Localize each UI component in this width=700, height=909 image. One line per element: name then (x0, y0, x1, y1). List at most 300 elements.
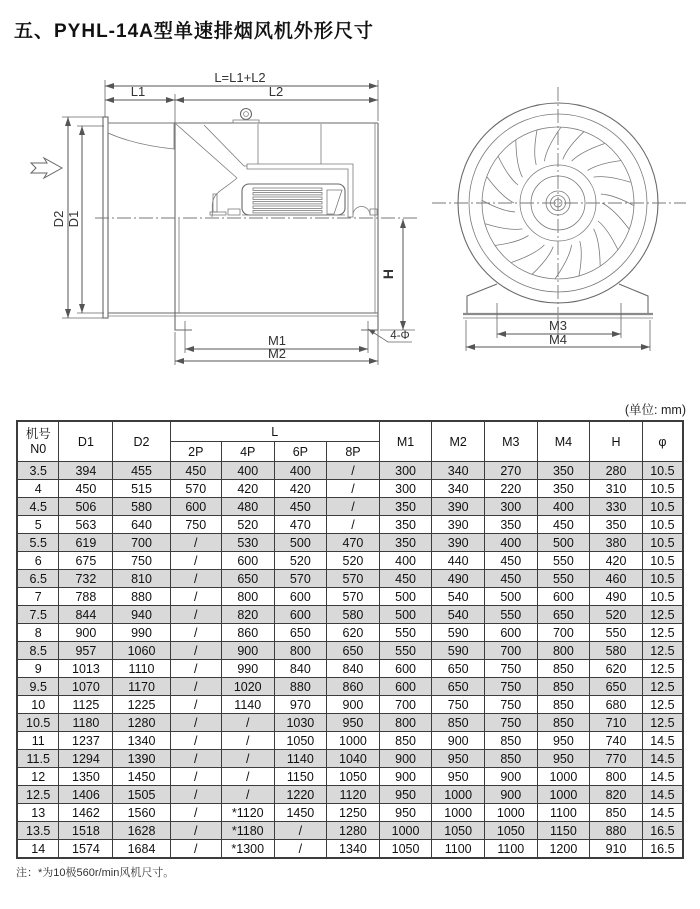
table-cell: / (170, 660, 221, 678)
fan-dimension-diagram (0, 45, 700, 395)
table-cell: 950 (327, 714, 380, 732)
table-cell: 710 (590, 714, 643, 732)
table-cell: 950 (432, 768, 485, 786)
table-cell: 5.5 (17, 534, 59, 552)
table-cell: 950 (537, 750, 590, 768)
table-row (17, 516, 683, 534)
table-cell: 800 (274, 642, 327, 660)
table-cell: 750 (484, 678, 537, 696)
table-cell: 800 (590, 768, 643, 786)
table-cell: 1050 (432, 822, 485, 840)
table-cell: 570 (327, 588, 380, 606)
table-cell: 1050 (379, 840, 432, 859)
unit-label: (单位: mm) (624, 403, 686, 417)
dim-label-h: H (380, 268, 396, 280)
table-cell: 6.5 (17, 570, 59, 588)
table-cell: 420 (590, 552, 643, 570)
table-body (17, 462, 683, 859)
footnote: 注：*为10极560r/min风机尺寸。 (16, 867, 175, 879)
table-cell: / (170, 822, 221, 840)
table-cell: 850 (537, 696, 590, 714)
table-cell: 570 (170, 480, 221, 498)
table-cell: 490 (432, 570, 485, 588)
table-cell: 1050 (274, 732, 327, 750)
table-cell: / (170, 552, 221, 570)
table-cell: 10.5 (642, 516, 683, 534)
table-cell: 850 (484, 750, 537, 768)
table-cell: 1340 (327, 840, 380, 859)
table-row (17, 660, 683, 678)
table-cell: 1150 (537, 822, 590, 840)
table-cell: 10.5 (642, 570, 683, 588)
table-cell: 750 (170, 516, 221, 534)
table-cell: 970 (274, 696, 327, 714)
table-cell: / (221, 750, 274, 768)
table-cell: 1462 (59, 804, 113, 822)
table-row (17, 642, 683, 660)
table-cell: 8.5 (17, 642, 59, 660)
table-row (17, 750, 683, 768)
table-cell: 1100 (432, 840, 485, 859)
table-cell: 1000 (537, 768, 590, 786)
table-cell: 450 (59, 480, 113, 498)
table-cell: / (170, 678, 221, 696)
table-cell: 850 (537, 714, 590, 732)
table-cell: 600 (274, 606, 327, 624)
table-cell: / (170, 840, 221, 859)
table-row (17, 714, 683, 732)
table-cell: 14.5 (642, 732, 683, 750)
table-cell: 1050 (327, 768, 380, 786)
table-cell: 1450 (113, 768, 170, 786)
table-cell: 850 (537, 678, 590, 696)
table-cell: 950 (379, 804, 432, 822)
table-cell: 1000 (379, 822, 432, 840)
table-cell: 732 (59, 570, 113, 588)
table-cell: 460 (590, 570, 643, 588)
table-cell: 1390 (113, 750, 170, 768)
table-cell: / (170, 804, 221, 822)
table-cell: / (274, 822, 327, 840)
airflow-arrow-icon (31, 158, 62, 178)
table-cell: 330 (590, 498, 643, 516)
table-cell: *1300 (221, 840, 274, 859)
table-cell: 270 (484, 462, 537, 480)
table-cell: / (327, 516, 380, 534)
table-cell: 390 (432, 516, 485, 534)
table-cell: 500 (379, 606, 432, 624)
table-cell: 9.5 (17, 678, 59, 696)
table-cell: 1000 (432, 786, 485, 804)
header-m2: M2 (432, 421, 485, 462)
table-cell: 590 (432, 624, 485, 642)
table-cell: 1100 (537, 804, 590, 822)
table-cell: 1200 (537, 840, 590, 859)
table-cell: 13 (17, 804, 59, 822)
table-cell: 300 (484, 498, 537, 516)
table-cell: 700 (379, 696, 432, 714)
table-cell: / (274, 840, 327, 859)
table-cell: 1628 (113, 822, 170, 840)
table-cell: 950 (537, 732, 590, 750)
table-cell: 900 (59, 624, 113, 642)
table-cell: 12.5 (642, 696, 683, 714)
table-cell: 16.5 (642, 822, 683, 840)
table-cell: 1684 (113, 840, 170, 859)
table-cell: 380 (590, 534, 643, 552)
table-row (17, 588, 683, 606)
dim-label-m3: M3 (548, 318, 568, 333)
table-row (17, 606, 683, 624)
front-view (432, 87, 686, 351)
table-cell: 990 (113, 624, 170, 642)
table-cell: 650 (274, 624, 327, 642)
table-cell: 900 (327, 696, 380, 714)
table-cell: 850 (432, 714, 485, 732)
table-cell: 6 (17, 552, 59, 570)
table-cell: 550 (379, 642, 432, 660)
table-cell: / (170, 642, 221, 660)
table-cell: / (327, 498, 380, 516)
table-cell: 580 (327, 606, 380, 624)
table-cell: 450 (484, 552, 537, 570)
table-cell: 1350 (59, 768, 113, 786)
table-cell: 350 (484, 516, 537, 534)
table-cell: 420 (274, 480, 327, 498)
table-cell: 550 (379, 624, 432, 642)
table-cell: 650 (590, 678, 643, 696)
table-cell: 520 (221, 516, 274, 534)
table-cell: / (170, 606, 221, 624)
table-cell: 600 (537, 588, 590, 606)
table-cell: 750 (432, 696, 485, 714)
dim-label-d2: D2 (51, 210, 66, 228)
table-cell: / (221, 786, 274, 804)
table-cell: 957 (59, 642, 113, 660)
header-m1: M1 (379, 421, 432, 462)
table-row (17, 480, 683, 498)
table-cell: / (170, 624, 221, 642)
table-cell: 340 (432, 480, 485, 498)
table-cell: 650 (432, 678, 485, 696)
header-fan-no-line2: N0 (30, 441, 47, 456)
table-row (17, 678, 683, 696)
table-cell: 350 (379, 534, 432, 552)
table-cell: 1100 (484, 840, 537, 859)
table-cell: 1040 (327, 750, 380, 768)
table-cell: 600 (221, 552, 274, 570)
table-cell: / (327, 462, 380, 480)
table-row (17, 786, 683, 804)
table-cell: 650 (327, 642, 380, 660)
table-cell: 590 (432, 642, 485, 660)
table-cell: 820 (590, 786, 643, 804)
table-header (17, 421, 683, 462)
table-cell: / (170, 750, 221, 768)
dim-label-holes: 4-Φ (390, 330, 410, 342)
table-cell: 860 (327, 678, 380, 696)
table-cell: 600 (274, 588, 327, 606)
table-cell: 10.5 (642, 534, 683, 552)
table-cell: 520 (327, 552, 380, 570)
table-cell: 700 (113, 534, 170, 552)
table-cell: 500 (274, 534, 327, 552)
dim-label-m4: M4 (548, 332, 568, 347)
table-row (17, 822, 683, 840)
table-cell: 1000 (327, 732, 380, 750)
table-cell: 11 (17, 732, 59, 750)
dim-label-l1: L1 (130, 84, 146, 99)
table-cell: 619 (59, 534, 113, 552)
table-cell: 680 (590, 696, 643, 714)
table-cell: 310 (590, 480, 643, 498)
table-row (17, 498, 683, 516)
table-cell: 700 (484, 642, 537, 660)
table-cell: 490 (590, 588, 643, 606)
table-cell: 10 (17, 696, 59, 714)
header-d1: D1 (59, 421, 113, 462)
table-cell: 600 (379, 678, 432, 696)
table-cell: 810 (113, 570, 170, 588)
table-cell: 480 (221, 498, 274, 516)
table-cell: 1050 (484, 822, 537, 840)
table-cell: 1140 (274, 750, 327, 768)
table-cell: 770 (590, 750, 643, 768)
table-cell: 400 (221, 462, 274, 480)
table-cell: 350 (590, 516, 643, 534)
table-cell: 394 (59, 462, 113, 480)
table-cell: 1110 (113, 660, 170, 678)
table-cell: 10.5 (642, 480, 683, 498)
table-cell: 940 (113, 606, 170, 624)
table-cell: 1450 (274, 804, 327, 822)
table-cell: 600 (484, 624, 537, 642)
table-cell: 880 (113, 588, 170, 606)
table-cell: 400 (379, 552, 432, 570)
header-d2: D2 (113, 421, 170, 462)
dim-label-d1: D1 (66, 210, 81, 228)
table-cell: / (170, 786, 221, 804)
side-view (31, 70, 418, 365)
table-cell: 860 (221, 624, 274, 642)
table-cell: 800 (221, 588, 274, 606)
table-row (17, 696, 683, 714)
table-cell: 788 (59, 588, 113, 606)
table-cell: 990 (221, 660, 274, 678)
table-cell: 300 (379, 480, 432, 498)
table-cell: 420 (221, 480, 274, 498)
table-cell: 650 (537, 606, 590, 624)
table-cell: 12.5 (642, 642, 683, 660)
dim-label-l-total: L=L1+L2 (214, 70, 266, 85)
header-m3: M3 (484, 421, 537, 462)
table-cell: 1020 (221, 678, 274, 696)
table-cell: 280 (590, 462, 643, 480)
table-cell: 300 (379, 462, 432, 480)
table-cell: 850 (484, 732, 537, 750)
table-cell: 14.5 (642, 750, 683, 768)
table-cell: / (170, 714, 221, 732)
table-cell: / (170, 768, 221, 786)
table-cell: 1225 (113, 696, 170, 714)
table-cell: / (221, 714, 274, 732)
table-cell: 1220 (274, 786, 327, 804)
table-row (17, 768, 683, 786)
table-cell: 1060 (113, 642, 170, 660)
table-cell: 8 (17, 624, 59, 642)
table-row (17, 732, 683, 750)
table-cell: 650 (432, 660, 485, 678)
table-cell: 1560 (113, 804, 170, 822)
table-cell: 455 (113, 462, 170, 480)
table-cell: 820 (221, 606, 274, 624)
table-cell: / (170, 732, 221, 750)
table-cell: 10.5 (642, 462, 683, 480)
inlet-cone-hatch (108, 123, 174, 149)
table-row (17, 804, 683, 822)
table-cell: / (221, 768, 274, 786)
table-cell: 600 (170, 498, 221, 516)
table-cell: 520 (590, 606, 643, 624)
table-cell: 900 (484, 786, 537, 804)
table-cell: 1505 (113, 786, 170, 804)
table-cell: 14 (17, 840, 59, 859)
table-cell: 900 (379, 768, 432, 786)
table-cell: 740 (590, 732, 643, 750)
diffuser-lines (176, 124, 321, 217)
dim-label-m2: M2 (267, 346, 287, 361)
table-cell: 910 (590, 840, 643, 859)
table-cell: 750 (484, 660, 537, 678)
table-cell: 1000 (432, 804, 485, 822)
table-cell: 620 (590, 660, 643, 678)
table-cell: 1030 (274, 714, 327, 732)
table-cell: 950 (432, 750, 485, 768)
table-cell: 1180 (59, 714, 113, 732)
table-cell: 840 (327, 660, 380, 678)
table-cell: / (170, 696, 221, 714)
table-cell: *1120 (221, 804, 274, 822)
table-row (17, 552, 683, 570)
table-cell: 850 (379, 732, 432, 750)
table-cell: 1280 (327, 822, 380, 840)
table-cell: 675 (59, 552, 113, 570)
table-cell: 1140 (221, 696, 274, 714)
table-cell: 470 (327, 534, 380, 552)
header-m4: M4 (537, 421, 590, 462)
table-cell: 900 (379, 750, 432, 768)
table-cell: 10.5 (642, 498, 683, 516)
table-cell: 550 (537, 552, 590, 570)
table-cell: 1406 (59, 786, 113, 804)
table-row (17, 624, 683, 642)
table-cell: 1340 (113, 732, 170, 750)
header-4p: 4P (221, 442, 274, 462)
table-cell: 1120 (327, 786, 380, 804)
table-cell: 1150 (274, 768, 327, 786)
table-cell: 1250 (327, 804, 380, 822)
table-cell: 12.5 (642, 660, 683, 678)
table-cell: 12 (17, 768, 59, 786)
table-cell: 640 (113, 516, 170, 534)
table-cell: 880 (590, 822, 643, 840)
table-cell: 515 (113, 480, 170, 498)
table-row (17, 570, 683, 588)
page-title: 五、PYHL-14A型单速排烟风机外形尺寸 (14, 21, 374, 42)
table-cell: 570 (327, 570, 380, 588)
header-6p: 6P (274, 442, 327, 462)
table-cell: / (221, 732, 274, 750)
table-cell: 350 (379, 516, 432, 534)
table-cell: 440 (432, 552, 485, 570)
table-row (17, 534, 683, 552)
table-cell: 340 (432, 462, 485, 480)
table-cell: 1000 (537, 786, 590, 804)
motor-assembly (210, 164, 377, 217)
table-cell: 650 (221, 570, 274, 588)
table-cell: 900 (484, 768, 537, 786)
table-cell: 1294 (59, 750, 113, 768)
table-cell: 3.5 (17, 462, 59, 480)
table-row (17, 462, 683, 480)
table-cell: 580 (113, 498, 170, 516)
header-l-group: L (170, 421, 379, 442)
table-cell: 14.5 (642, 786, 683, 804)
table-cell: 700 (537, 624, 590, 642)
table-cell: 16.5 (642, 840, 683, 859)
table-cell: / (170, 570, 221, 588)
table-cell: / (170, 588, 221, 606)
table-cell: 900 (432, 732, 485, 750)
table-cell: 750 (113, 552, 170, 570)
table-cell: 850 (590, 804, 643, 822)
header-fan-no (17, 421, 59, 462)
table-cell: 900 (221, 642, 274, 660)
table-cell: 7 (17, 588, 59, 606)
table-cell: 10.5 (642, 588, 683, 606)
table-cell: 4.5 (17, 498, 59, 516)
table-cell: 350 (537, 462, 590, 480)
table-cell: / (327, 480, 380, 498)
table-cell: 563 (59, 516, 113, 534)
table-cell: 500 (379, 588, 432, 606)
dimension-table (16, 420, 684, 859)
dim-label-l2: L2 (268, 84, 284, 99)
table-cell: 840 (274, 660, 327, 678)
table-cell: 350 (537, 480, 590, 498)
table-cell: 350 (379, 498, 432, 516)
table-cell: 14.5 (642, 768, 683, 786)
table-cell: 400 (274, 462, 327, 480)
table-cell: *1180 (221, 822, 274, 840)
table-cell: 1574 (59, 840, 113, 859)
table-cell: 220 (484, 480, 537, 498)
table-cell: 1170 (113, 678, 170, 696)
table-cell: / (170, 534, 221, 552)
table-cell: 800 (537, 642, 590, 660)
table-cell: 1070 (59, 678, 113, 696)
table-cell: 530 (221, 534, 274, 552)
table-cell: 1237 (59, 732, 113, 750)
header-2p: 2P (170, 442, 221, 462)
table-cell: 390 (432, 498, 485, 516)
table-row (17, 840, 683, 859)
table-cell: 1013 (59, 660, 113, 678)
table-cell: 12.5 (642, 714, 683, 732)
fan-casing-outline (103, 117, 378, 318)
table-cell: 400 (484, 534, 537, 552)
table-cell: 11.5 (17, 750, 59, 768)
